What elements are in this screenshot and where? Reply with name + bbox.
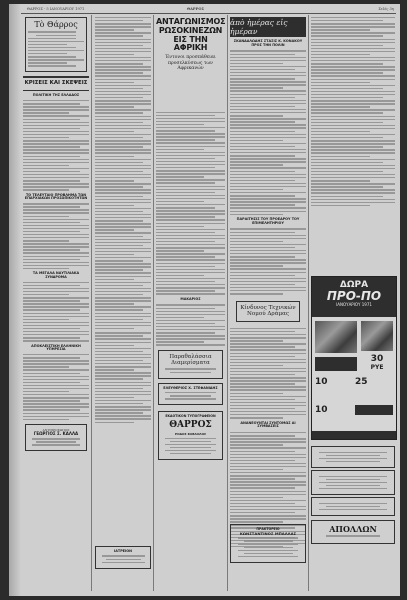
clinic-ad-box	[95, 546, 151, 569]
masthead-title: Τὸ Θάρρος	[34, 20, 78, 29]
story-headline: ΠΑΡΑΙΤΗΣΙΣ ΤΟΥ ΠΡΟΕΔΡΟΥ ΤΟΥ ΕΠΙΜΕΛΗΤΗΡΙΟΥ	[236, 217, 300, 225]
column-2-lower	[95, 544, 151, 571]
newspaper-page	[9, 4, 400, 596]
apollon-ad-title: ΑΠΟΛΛΩΝ	[329, 524, 377, 534]
inset-box	[236, 301, 300, 322]
column-1	[23, 15, 89, 591]
propo-brand: ΠΡΟ-ΠΟ	[326, 289, 382, 303]
headline: ΠΟΛΙΤΙΚΗ ΤΗΣ ΕΛΛΑΔΟΣ	[32, 93, 80, 98]
page-fold-shadow	[9, 4, 21, 596]
propo-advertisement	[311, 276, 397, 440]
column-4	[230, 15, 306, 591]
column-5-lower	[311, 444, 395, 548]
small-ad-box	[311, 446, 395, 468]
column-rule	[227, 15, 228, 591]
column-rule	[308, 15, 309, 591]
prize-row	[315, 405, 393, 415]
headline: ΑΠΟΚΛΕΙΣΤΙΚΗ ΕΛΛΗΝΙΚΗ ΥΠΗΡΕΣΙΑ	[31, 343, 81, 352]
story-headline: ΑΝΑΝΕΟΥΝΤΑΙ ΣΥΝΤΟΜΩΣ ΑΙ ΣΥΜΒΑΣΕΙΣ	[240, 420, 296, 429]
printing-ad-sub: ΡΟΔΟΣ ΚΑΒΑΛΛΟΣ	[174, 431, 207, 436]
masthead-box	[25, 17, 87, 72]
propo-banner	[312, 277, 396, 317]
headline: ΤΑ ΜΕΓΑΛΑ ΝΑΥΤΙΛΙΑΚΑ ΣΥΝΔΡΟΜΑ	[32, 271, 80, 279]
gift-ad-title: Παραθαλάσσια Διαμερίσματα	[169, 353, 212, 367]
lead-story-head	[156, 18, 225, 72]
propo-title: ΔΩΡΑ	[339, 280, 369, 290]
agency-ad-title: ΚΩΝΣΤΑΝΤΙΝΟΣ ΜΠΑΛΛΑΣ	[239, 530, 297, 536]
prize-count: 30	[370, 354, 384, 364]
tv-photo	[361, 321, 393, 351]
column-2	[95, 15, 151, 591]
column-rule	[153, 15, 154, 591]
clinic-ad-title: ΙΑΤΡΕΙΟΝ	[114, 549, 132, 553]
story-headline: ΣΚΑΝΔΑΛΩΔΗΣ ΣΤΑΣΙΣ Κ. ΚΟΝΑΚΟΥ ΠΡΟΣ ΤΗΝ ΠΟΛΙΝ	[233, 39, 303, 47]
prize-unit: ΡΥΕ	[370, 364, 384, 371]
prize-count: 10	[315, 377, 328, 387]
car-photo	[315, 321, 357, 353]
gift-ad-box	[158, 350, 223, 379]
column-rule	[91, 15, 92, 591]
shop-ad-box	[158, 383, 223, 406]
ad-title: ΓΕΩΡΓΙΟΣ Σ. ΚΑΛΛΑ	[33, 431, 79, 437]
car-label-bar	[315, 357, 357, 371]
prize-label-bar	[355, 405, 393, 415]
prize-count: 25	[355, 377, 368, 387]
feature-title-banner	[230, 17, 306, 37]
prize-count: 10	[315, 405, 328, 415]
shop-ad-title: ΕΛΕΥΘΕΡΙΟΣ Χ. ΣΤΕΦΑΝΙΔΗΣ	[163, 385, 218, 390]
printing-ad-box	[158, 411, 223, 460]
small-ad-box	[311, 497, 395, 516]
headline: ΤΟ ΤΕΛΕΥΤΑΙΟ ΠΡΟΒΛΗΜΑ ΤΩΝ ΕΠΑΡΧΙΑΚΩΝ ΠΡΟΣΩΠΙΚΟΤΗΤΩΝ	[24, 192, 88, 201]
printing-ad-title: ΕΚΔΟΤΙΚΟΝ ΤΥΠΟΓΡΑΦΕΙΟΝ	[165, 414, 216, 419]
lead-deck: Έντονοι προσπάθειαι προσελκύσεως των Αφρικανών	[165, 55, 216, 72]
small-ad-box	[311, 470, 395, 495]
propo-date: ΙΑΝΟΥΑΡΙΟΥ 1971	[336, 302, 372, 307]
propo-footer-bar	[312, 431, 396, 439]
header-rule	[21, 13, 396, 14]
header-center: ΘΑΡΡΟΣ	[187, 7, 204, 11]
feature-title: ἀπὸ ἡμέρας εἰς ἡμέραν	[230, 18, 288, 36]
prize-row	[315, 377, 393, 387]
apollon-ad-box	[311, 520, 395, 544]
advertisement-box	[25, 424, 87, 451]
column-3	[156, 110, 225, 591]
lead-headline: ΑΝΤΑΓΩΝΙΣΜΟΣ ΡΩΣΟΚΙΝΕΖΩΝ ΕΙΣ ΤΗΝ ΑΦΡΙΚΗ	[156, 17, 226, 53]
agency-ad-box	[230, 524, 306, 563]
column-4-lower	[230, 522, 306, 565]
printing-ad-name: ΘΑΡΡΟΣ	[169, 419, 212, 430]
header-left: ΘΑΡΡΟΣ - 5 ΙΑΝΟΥΑΡΙΟΥ 1971	[27, 7, 85, 11]
header-right: Σελίς 3η	[378, 7, 394, 11]
section-title: ΚΡΙΣΕΙΣ ΚΑΙ ΣΚΕΨΕΙΣ	[24, 80, 88, 87]
inset-title: Κίνδυνος Τεχνικών Νομού Δράμας	[240, 304, 296, 318]
ad-sub: ΑΝΤΙΠΡΟΣΩΠΟΣ	[42, 428, 70, 433]
agency-ad-sub: ΠΡΑΚΤΟΡΕΙΟ	[256, 527, 280, 531]
column-label: ΜΑΚΑΡΙΟΣ	[180, 296, 201, 301]
